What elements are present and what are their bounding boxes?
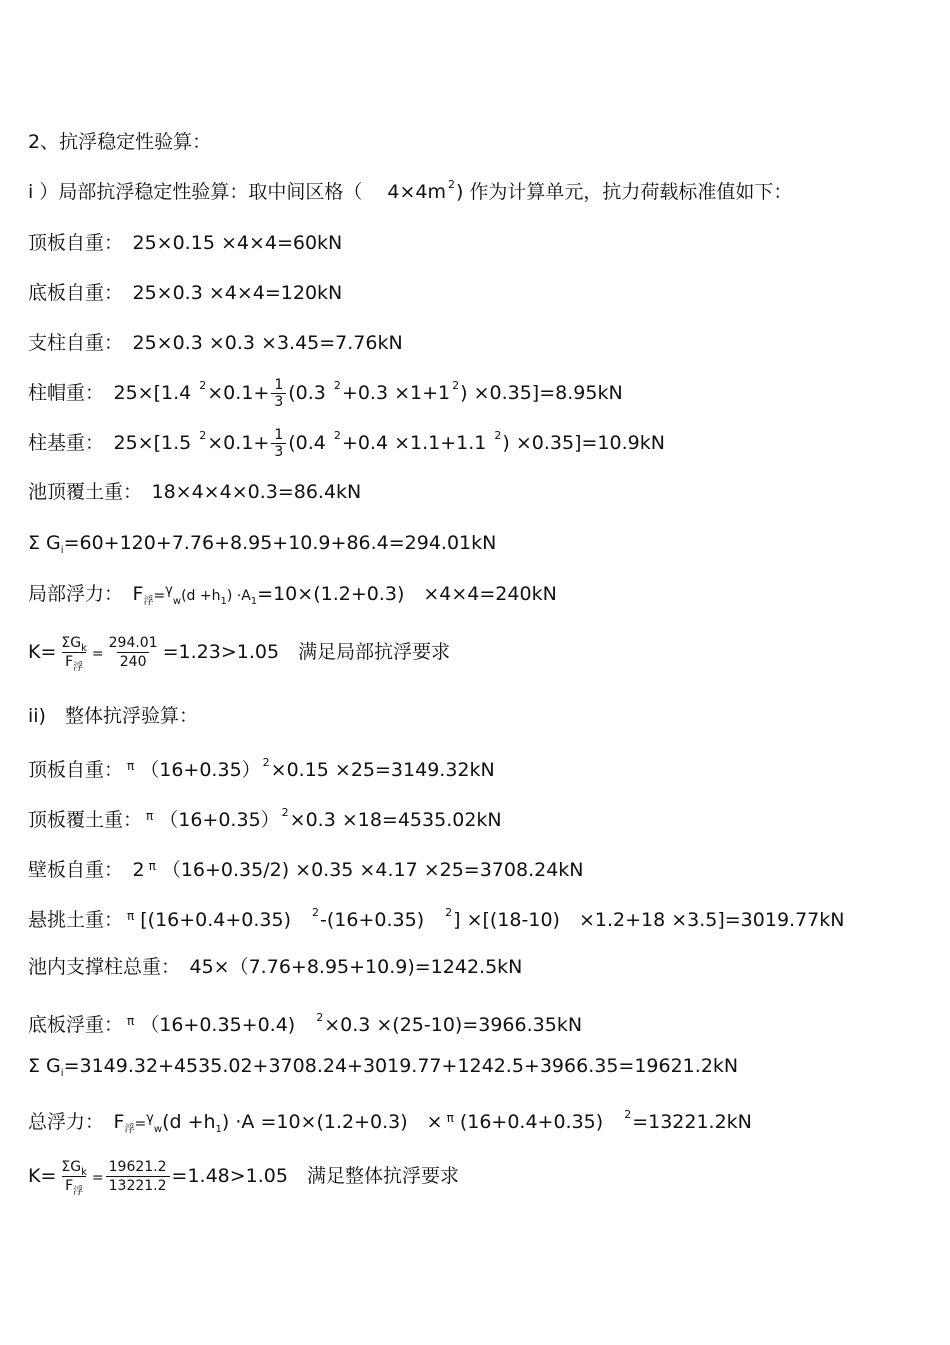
- pi-symbol: π: [127, 1014, 135, 1028]
- total-buoyancy-line: [28, 1106, 752, 1136]
- subscript: 1: [220, 596, 227, 607]
- denominator: [62, 1176, 86, 1195]
- text: (d +h: [162, 1111, 216, 1133]
- overall-roof-soil-line: [28, 804, 502, 832]
- numerator: 294.01: [108, 635, 158, 651]
- superscript: 2: [494, 429, 502, 442]
- text: ) 作为计算单元，抗力荷载标准值如下：: [455, 181, 793, 203]
- superscript: 2: [447, 178, 455, 191]
- text: 底板浮重：: [28, 1014, 124, 1036]
- text: ×0.3 ×(25-10)=3966.35kN: [324, 1014, 583, 1036]
- fraction: [58, 1158, 90, 1195]
- superscript: 2: [199, 429, 207, 442]
- denominator: 3: [271, 393, 286, 410]
- local-check-heading: [28, 180, 792, 204]
- denominator: 240: [117, 652, 150, 671]
- text: =1.23>1.05 满足局部抗浮要求: [162, 641, 451, 663]
- superscript: 2: [333, 379, 341, 392]
- subscript: 浮: [143, 596, 154, 607]
- text: K=: [28, 641, 57, 663]
- numerator: 19621.2: [108, 1159, 167, 1175]
- bottom-slab-weight-line: 底板自重： 25×0.3 ×4×4=120kN: [28, 282, 343, 304]
- text: Σ G: [28, 532, 61, 554]
- text: 总浮力： F: [28, 1111, 125, 1133]
- text: =3149.32+4535.02+3708.24+3019.77+1242.5+3966.35=19621.2kN: [63, 1055, 739, 1077]
- bottom-slab-buoyant-line: [28, 1009, 582, 1037]
- gamma-symbol: γ: [165, 583, 173, 598]
- text: =10×(1.2+0.3) ×4×4=240kN: [257, 583, 557, 605]
- fraction: [58, 634, 90, 671]
- numerator: 1: [274, 427, 284, 443]
- superscript: 2: [262, 756, 270, 769]
- text: F: [65, 654, 74, 670]
- roof-soil-weight-line: 池顶覆土重： 18×4×4×0.3=86.4kN: [28, 481, 362, 503]
- text: ΣG: [61, 635, 82, 651]
- subscript: k: [81, 643, 87, 654]
- support-columns-line: 池内支撑柱总重： 45×（7.76+8.95+10.9)=1242.5kN: [28, 956, 523, 978]
- subscript: 浮: [124, 1124, 135, 1135]
- text: ) ·A =10×(1.2+0.3) ×: [221, 1111, 443, 1133]
- text: （16+0.35+0.4): [140, 1014, 315, 1036]
- text: i ）局部抗浮稳定性验算：取中间区格（ 4×4m: [28, 181, 446, 203]
- denominator: 13221.2: [106, 1176, 170, 1195]
- text: ) ×0.35]=8.95kN: [460, 382, 623, 404]
- text: （16+0.35/2) ×0.35 ×4.17 ×25=3708.24kN: [161, 859, 584, 881]
- text: ×0.1+: [207, 432, 270, 454]
- text: 悬挑土重：: [28, 909, 124, 931]
- text: ) ×0.35]=10.9kN: [502, 432, 665, 454]
- subscript: i: [60, 1068, 64, 1079]
- pi-symbol: π: [148, 859, 156, 873]
- superscript: 2: [199, 379, 207, 392]
- text: (d +h: [181, 588, 221, 604]
- subscript: 浮: [73, 662, 84, 673]
- superscript: 2: [452, 379, 460, 392]
- subscript: 浮: [73, 1186, 84, 1197]
- local-k-line: [28, 634, 450, 671]
- text: (0.4: [288, 432, 332, 454]
- text: 顶板覆土重：: [28, 809, 143, 831]
- overall-check-heading: ii) 整体抗浮验算：: [28, 705, 198, 727]
- text: ] ×[(18-10) ×1.2+18 ×3.5]=3019.77kN: [453, 909, 845, 931]
- text: F: [65, 1178, 74, 1194]
- fraction: [106, 634, 161, 671]
- pi-symbol: π: [127, 759, 135, 773]
- text: (16+0.4+0.35): [459, 1111, 623, 1133]
- numerator: [58, 634, 90, 652]
- wall-weight-line: [28, 854, 584, 882]
- local-buoyancy-line: [28, 579, 557, 608]
- text: ) ·A: [226, 588, 251, 604]
- text: =60+120+7.76+8.95+10.9+86.4=294.01kN: [63, 532, 497, 554]
- superscript: 2: [281, 806, 289, 819]
- fraction: [106, 1158, 170, 1195]
- text: =: [153, 588, 166, 604]
- text: =13221.2kN: [632, 1111, 752, 1133]
- superscript: 2: [312, 906, 320, 919]
- numerator: 1: [274, 377, 284, 393]
- text: (0.3: [288, 382, 332, 404]
- text: =: [134, 1116, 147, 1132]
- text: =: [91, 1170, 104, 1186]
- subscript: k: [81, 1167, 87, 1178]
- superscript: 2: [445, 906, 453, 919]
- text: Σ G: [28, 1055, 61, 1077]
- numerator: [58, 1158, 90, 1176]
- fraction: [271, 427, 286, 460]
- text: ΣG: [61, 1159, 82, 1175]
- superscript: 2: [624, 1108, 632, 1121]
- denominator: 3: [271, 443, 286, 460]
- text: K=: [28, 1165, 57, 1187]
- subscript: 1: [250, 596, 258, 607]
- overall-roof-weight-line: [28, 754, 495, 782]
- overall-sum-line: [28, 1054, 738, 1078]
- gamma-symbol: γ: [146, 1111, 154, 1126]
- fraction: [271, 377, 286, 410]
- text: ×0.3 ×18=4535.02kN: [289, 809, 502, 831]
- text: 顶板自重：: [28, 759, 124, 781]
- text: 柱基重： 25×[1.5: [28, 432, 198, 454]
- text: 壁板自重： 2: [28, 859, 145, 881]
- subscript: w: [153, 1124, 163, 1135]
- roof-weight-line: 顶板自重： 25×0.15 ×4×4=60kN: [28, 232, 343, 254]
- text: ×0.1+: [207, 382, 270, 404]
- text: ×0.15 ×25=3149.32kN: [270, 759, 495, 781]
- section-heading: 2、抗浮稳定性验算：: [28, 131, 212, 153]
- text: =1.48>1.05 满足整体抗浮要求: [171, 1165, 459, 1187]
- pi-symbol: π: [146, 809, 154, 823]
- subscript: w: [172, 596, 182, 607]
- text: （16+0.35）: [140, 759, 261, 781]
- subscript: 1: [215, 1124, 222, 1135]
- superscript: 2: [316, 1011, 324, 1024]
- superscript: 2: [333, 429, 341, 442]
- text: +0.4 ×1.1+1.1: [341, 432, 493, 454]
- local-sum-line: [28, 531, 496, 555]
- cantilever-soil-line: [28, 904, 844, 932]
- text: -(16+0.35): [320, 909, 444, 931]
- text: （16+0.35）: [159, 809, 280, 831]
- pi-symbol: π: [446, 1111, 454, 1125]
- column-weight-line: 支柱自重： 25×0.3 ×0.3 ×3.45=7.76kN: [28, 332, 403, 354]
- text: +0.3 ×1+1: [341, 382, 451, 404]
- column-base-weight-line: [28, 427, 665, 460]
- pi-symbol: π: [127, 909, 135, 923]
- text: =: [91, 646, 104, 662]
- text: 局部浮力： F: [28, 583, 144, 605]
- subscript: i: [60, 545, 64, 556]
- text: [(16+0.4+0.35): [140, 909, 311, 931]
- overall-k-line: [28, 1158, 459, 1195]
- denominator: [62, 652, 86, 671]
- text: 柱帽重： 25×[1.4: [28, 382, 198, 404]
- column-cap-weight-line: [28, 377, 623, 410]
